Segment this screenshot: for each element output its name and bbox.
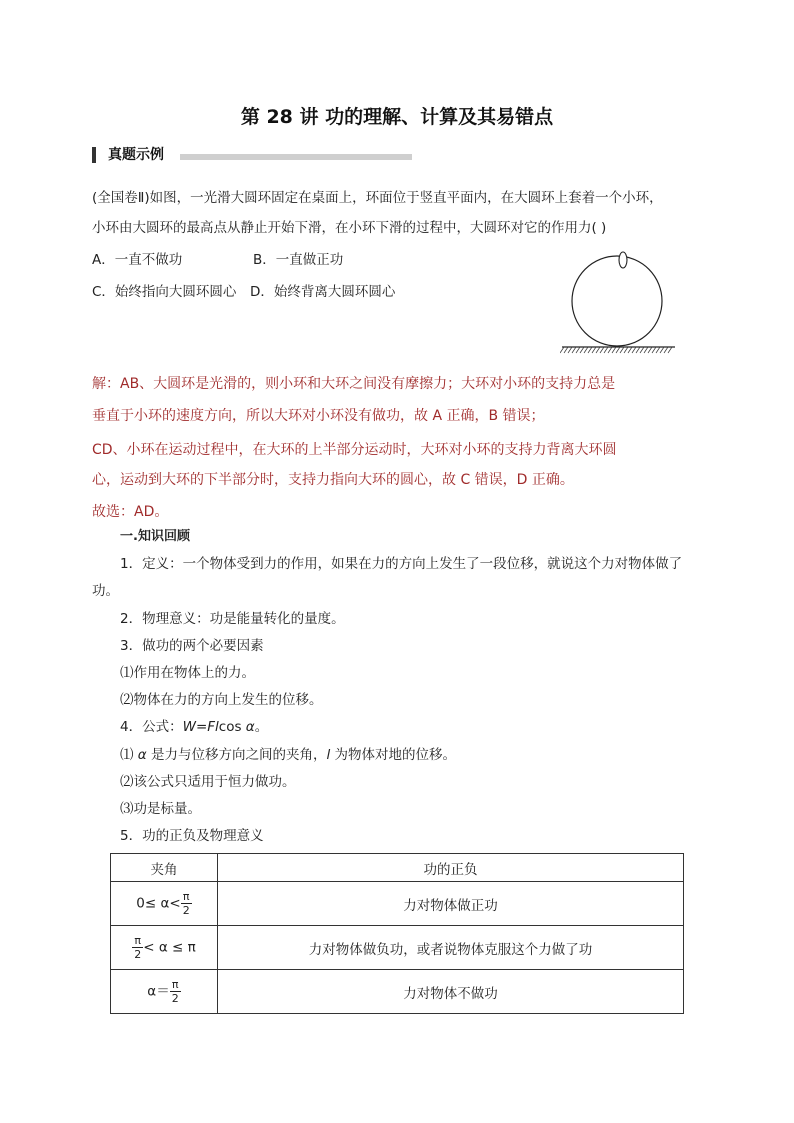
formula-alpha: α [241, 719, 255, 735]
formula-wfl: W=Fl [182, 719, 219, 735]
review-item-3-1: ⑴作用在物体上的力。 [120, 665, 255, 681]
frac-den: 2 [134, 948, 142, 961]
hatch-line [584, 347, 588, 353]
page-title: 第 28 讲 功的理解、计算及其易错点 [240, 106, 554, 128]
review-item-4-2: ⑵该公式只适用于恒力做功。 [120, 774, 296, 790]
option-c: C．始终指向大圆环圆心 [92, 284, 237, 300]
solution-line-3: CD、小环在运动过程中，在大环的上半部分运动时，大环对小环的支持力背离大环圆 [92, 442, 617, 458]
item-4-1-prefix: ⑴ [120, 747, 138, 763]
option-a: A．一直不做功 [92, 252, 183, 268]
formula-cos: cos [218, 719, 242, 735]
review-item-3: 3．做功的两个必要因素 [120, 638, 264, 654]
formula-prefix: 4．公式： [120, 719, 183, 735]
solution-line-2: 垂直于小环的速度方向，所以大环对小环没有做功，故 A 正确，B 错误； [92, 408, 545, 424]
question-line-1: (全国卷Ⅱ)如图，一光滑大圆环固定在桌面上，环面位于竖直平面内，在大圆环上套着一个小环， [92, 190, 663, 206]
section-label: 真题示例 [108, 147, 164, 163]
item-4-1-alpha: α [137, 747, 147, 763]
table-row [111, 882, 684, 926]
hatch-line [644, 347, 648, 353]
review-item-1: 1．定义：一个物体受到力的作用，如果在力的方向上发生了一段位移，就说这个力对物体做了 [120, 556, 683, 572]
frac-num: π [181, 890, 192, 904]
hatch-line [572, 347, 576, 353]
pi-over-2 [181, 890, 192, 917]
hatch-line [612, 347, 616, 353]
row2-angle [111, 926, 218, 970]
hatch-line [636, 347, 640, 353]
hatch-line [604, 347, 608, 353]
item-4-1-mid: 是力与位移方向之间的夹角， [146, 747, 327, 763]
table-header-row [111, 854, 684, 882]
hatch-line [580, 347, 584, 353]
review-heading: 一.知识回顾 [120, 529, 190, 544]
hatch-line [576, 347, 580, 353]
hatch-line [608, 347, 612, 353]
frac-den: 2 [182, 904, 190, 917]
pi-over-2 [132, 934, 143, 961]
section-header [92, 145, 422, 165]
frac-num: π [170, 978, 181, 992]
hatch-line [664, 347, 668, 353]
question-line-2: 小环由大圆环的最高点从静止开始下滑，在小环下滑的过程中，大圆环对它的作用力( ) [92, 220, 607, 236]
row1-meaning: 力对物体做正功 [218, 882, 684, 926]
solution-line-5: 故选：AD。 [92, 504, 169, 520]
hatch-line [656, 347, 660, 353]
hatch-line [568, 347, 572, 353]
review-item-1-cont: 功。 [92, 583, 119, 599]
hatch-line [648, 347, 652, 353]
hatch-line [588, 347, 592, 353]
pi-over-2 [170, 978, 181, 1005]
hatch-line [640, 347, 644, 353]
work-sign-table [110, 853, 684, 1014]
review-item-4 [120, 717, 268, 737]
solution-line-1: 解：AB、大圆环是光滑的，则小环和大环之间没有摩擦力；大环对小环的支持力总是 [92, 376, 616, 392]
solution-line-4: 心，运动到大环的下半部分时，支持力指向大环的圆心，故 C 错误，D 正确。 [92, 472, 574, 488]
hatch-line [616, 347, 620, 353]
section-marker [92, 147, 96, 163]
hatch-line [652, 347, 656, 353]
row3-meaning: 力对物体不做功 [218, 970, 684, 1014]
hatch-line [668, 347, 672, 353]
table-row [111, 970, 684, 1014]
header-work-sign: 功的正负 [218, 854, 684, 882]
surface-hatching [560, 347, 672, 353]
hatch-line [620, 347, 624, 353]
hatch-line [660, 347, 664, 353]
item-4-1-end: 为物体对地的位移。 [330, 747, 457, 763]
row2-angle-text: < α ≤ π [143, 939, 196, 956]
review-item-4-3: ⑶功是标量。 [120, 801, 201, 817]
frac-den: 2 [171, 992, 179, 1005]
ring-diagram [560, 250, 685, 360]
row3-angle-text: α＝ [147, 983, 170, 1000]
header-angle: 夹角 [111, 854, 218, 882]
row3-angle [111, 970, 218, 1014]
review-item-2: 2．物理意义：功是能量转化的量度。 [120, 611, 345, 627]
hatch-line [564, 347, 568, 353]
table-row [111, 926, 684, 970]
hatch-line [624, 347, 628, 353]
hatch-line [632, 347, 636, 353]
review-item-4-1 [120, 745, 456, 765]
review-item-3-2: ⑵物体在力的方向上发生的位移。 [120, 692, 323, 708]
hatch-line [596, 347, 600, 353]
option-d: D．始终背离大圆环圆心 [250, 284, 396, 300]
hatch-line [628, 347, 632, 353]
row1-angle-text: 0≤ α< [136, 895, 181, 912]
item-4-1-l: l [326, 747, 331, 763]
option-b: B．一直做正功 [253, 252, 344, 268]
section-rule [180, 154, 412, 160]
hatch-line [592, 347, 596, 353]
formula-end: 。 [254, 719, 269, 735]
row1-angle [111, 882, 218, 926]
hatch-line [560, 347, 564, 353]
hatch-line [600, 347, 604, 353]
review-item-5: 5．功的正负及物理意义 [120, 828, 264, 844]
row2-meaning: 力对物体做负功，或者说物体克服这个力做了功 [218, 926, 684, 970]
big-ring [572, 256, 662, 346]
small-ring [619, 252, 627, 268]
frac-num: π [132, 934, 143, 948]
